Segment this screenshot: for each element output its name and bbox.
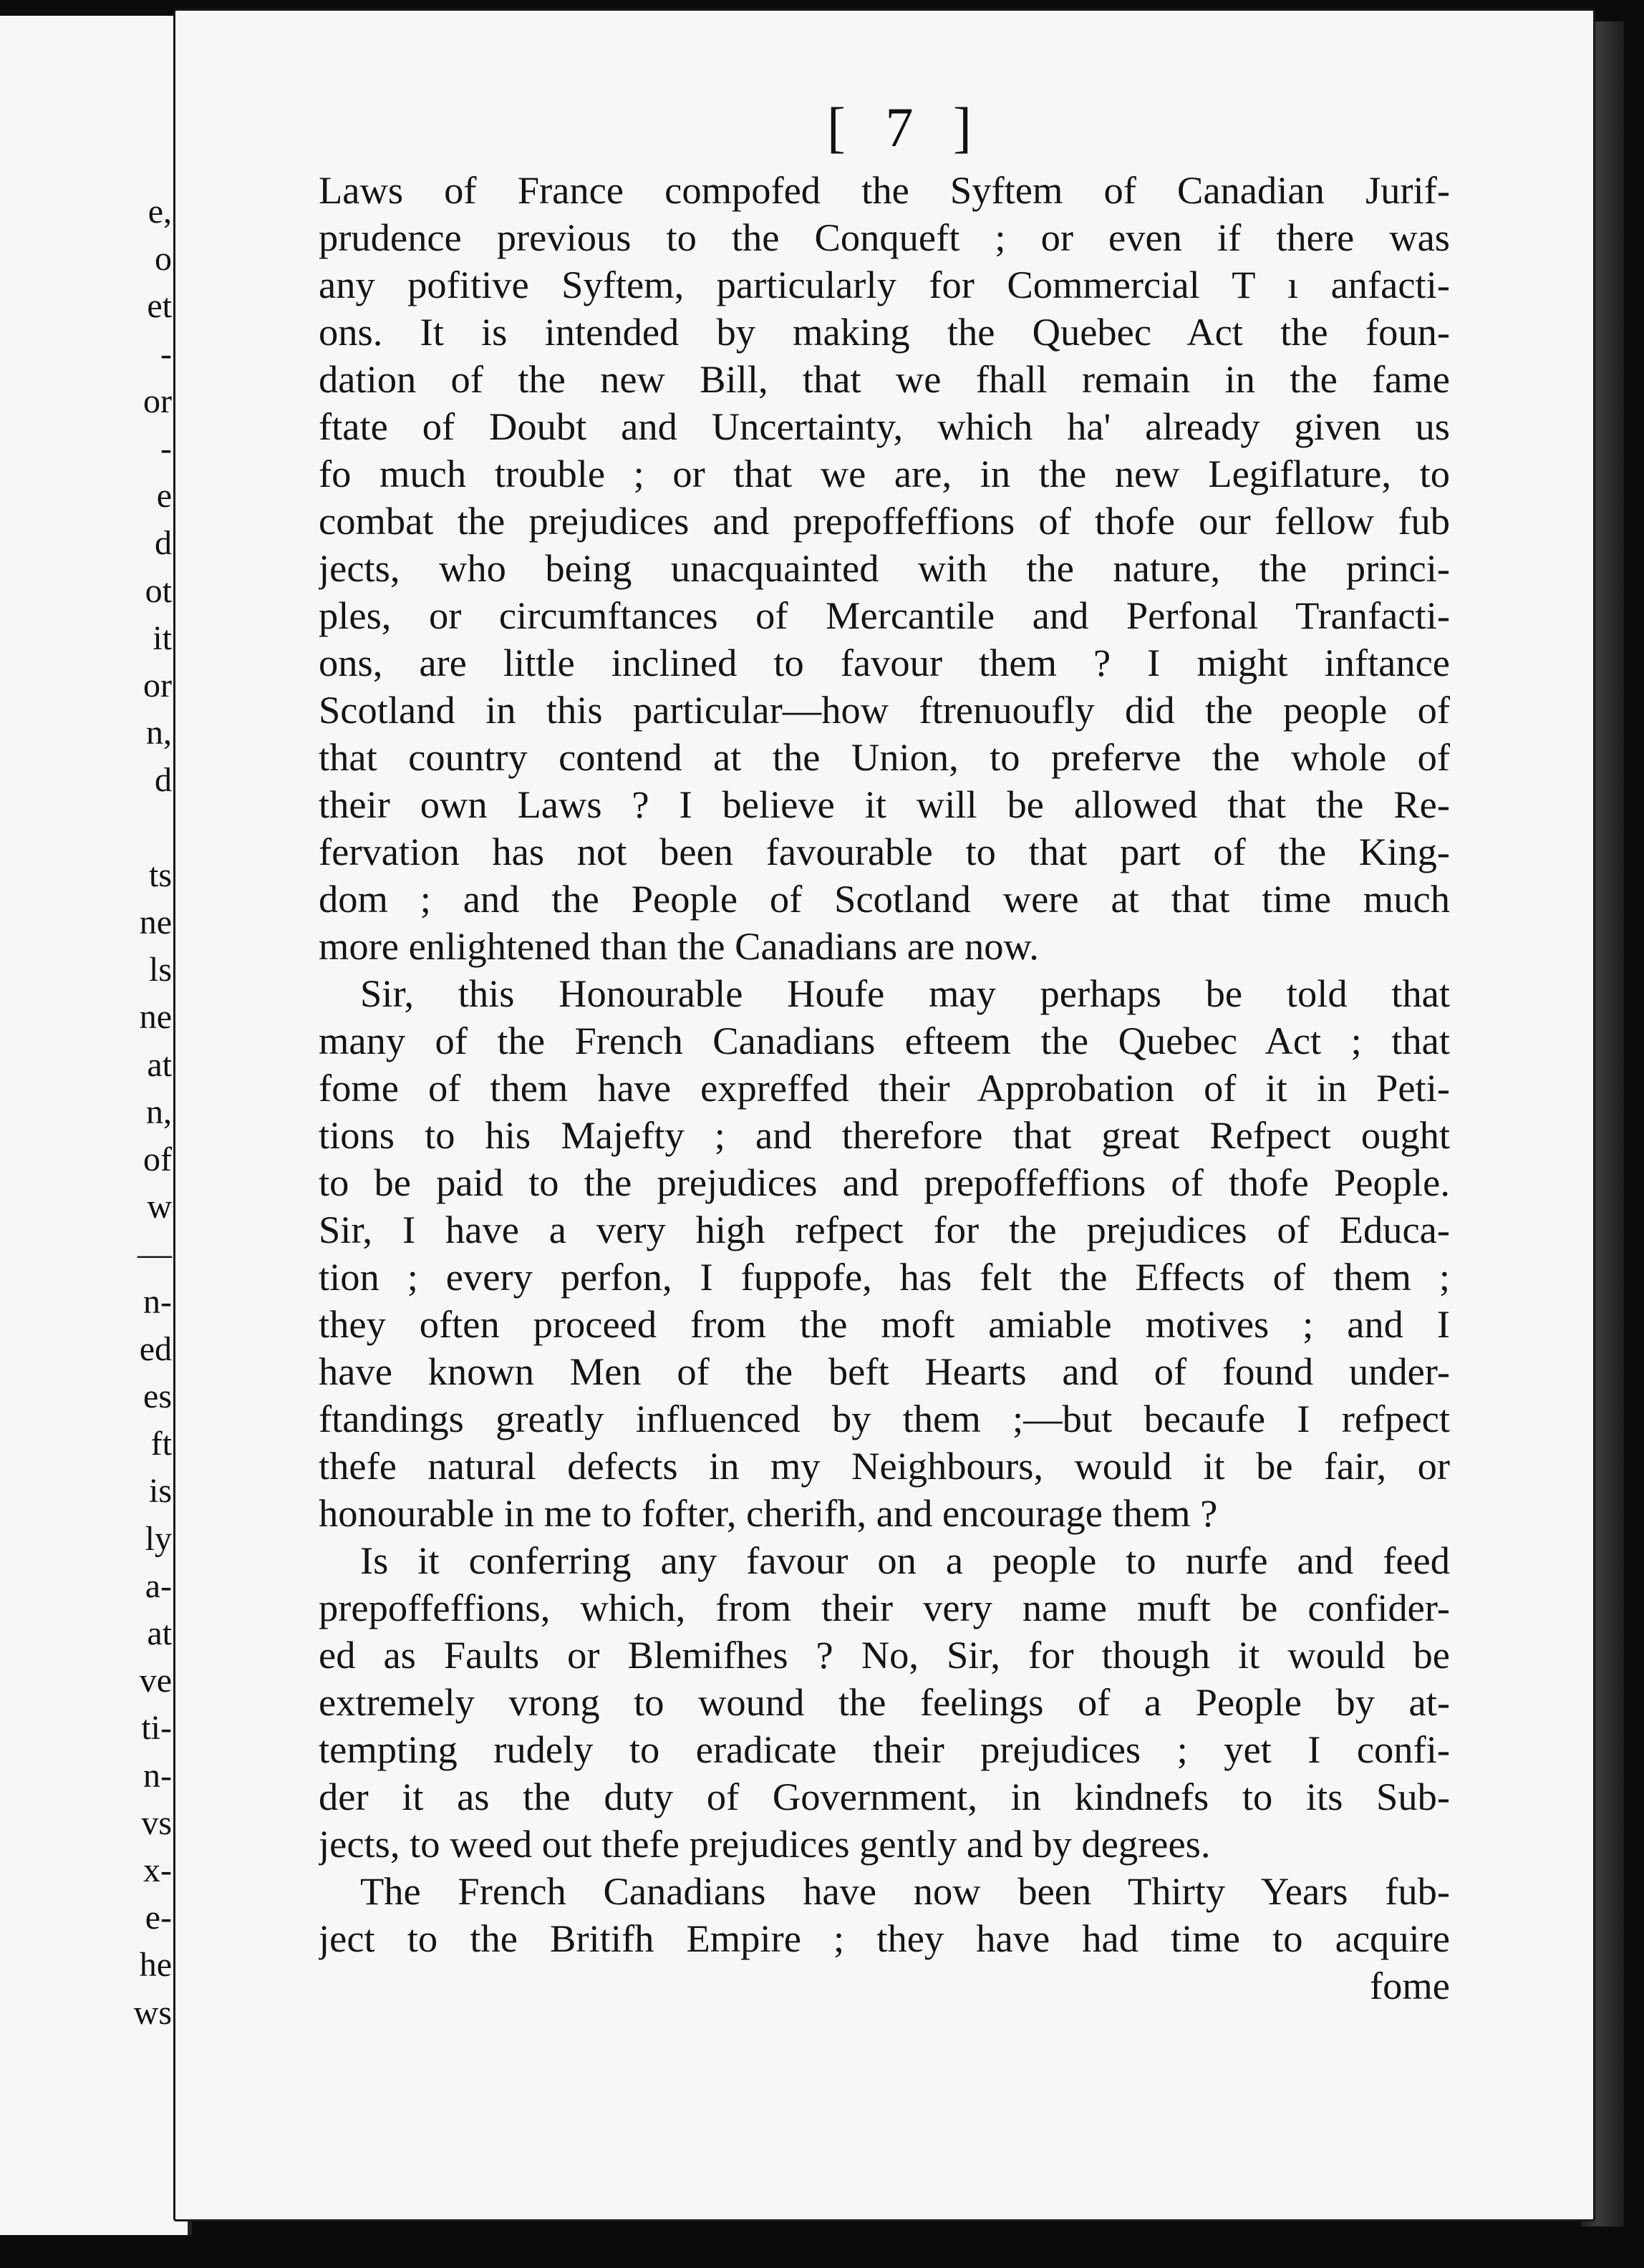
facing-page-word-fragment: a- [145, 1566, 172, 1605]
text-line: their own Laws ? I believe it will be allowed that the Re- [319, 782, 1450, 826]
facing-page-word-fragment: — [137, 1235, 172, 1274]
body-text [319, 167, 1450, 2010]
book-page [173, 9, 1595, 2221]
text-line: Is it conferring any favour on a people to nurfe and feed [360, 1538, 1450, 1582]
text-line: ftandings greatly influenced by them ;—but becaufe I refpect [319, 1397, 1450, 1440]
facing-page-word-fragment: o [155, 240, 172, 278]
facing-page-word-fragment: d [155, 761, 172, 800]
facing-page-word-fragment: is [148, 1472, 172, 1511]
text-line: that country contend at the Union, to preferve the whole of [319, 735, 1450, 779]
text-line: der it as the duty of Government, in kindnefs to its Sub- [319, 1775, 1450, 1818]
facing-page-word-fragment: n- [143, 1756, 172, 1795]
facing-page-word-fragment: n, [146, 1092, 172, 1131]
text-line: combat the prejudices and prepoffeffions of thofe our fellow fub [319, 499, 1450, 543]
facing-page-word-fragment: e- [145, 1899, 172, 1937]
text-line: Laws of France compofed the Syftem of Canadian Jurif- [319, 168, 1450, 212]
text-line: fo much trouble ; or that we are, in the new Legiflature, to [319, 452, 1450, 495]
facing-page-word-fragment: ls [148, 951, 172, 989]
text-line: The French Canadians have now been Thirty Years fub- [360, 1869, 1450, 1913]
text-line: more enlightened than the Canadians are now. [319, 924, 1039, 968]
facing-page-word-fragment: n, [146, 714, 172, 752]
facing-page-word-fragment: ws [133, 1993, 172, 2032]
text-line: ject to the Britifh Empire ; they have had time to acquire [319, 1916, 1450, 1960]
facing-page-word-fragment: ve [139, 1662, 172, 1700]
text-line: ons, are little inclined to favour them ? I might inftance [319, 641, 1450, 684]
facing-page-word-fragment: w [147, 1188, 172, 1226]
text-line: extremely vrong to wound the feelings of a People by at- [319, 1680, 1450, 1724]
facing-page-word-fragment: ly [145, 1519, 172, 1558]
facing-page-word-fragment: - [160, 334, 172, 373]
text-line: any pofitive Syftem, particularly for Commercial T ı anfacti- [319, 263, 1450, 306]
facing-page-word-fragment: vs [141, 1803, 172, 1842]
text-line: dation of the new Bill, that we fhall remain in the fame [319, 357, 1450, 401]
facing-page-word-fragment: ft [150, 1425, 172, 1463]
text-line: ftate of Doubt and Uncertainty, which ha' already given us [319, 404, 1450, 448]
text-line: have known Men of the beft Hearts and of found under- [319, 1349, 1450, 1393]
facing-page-word-fragment: e, [148, 193, 172, 231]
text-line: Sir, I have a very high refpect for the prejudices of Educa- [319, 1208, 1450, 1251]
facing-page-word-fragment: ti- [141, 1709, 172, 1748]
facing-page-word-fragment: at [147, 1045, 172, 1084]
text-line: tions to his Majefty ; and therefore that great Refpect ought [319, 1113, 1450, 1157]
text-line: ons. It is intended by making the Quebec Act the foun- [319, 310, 1450, 354]
facing-page-word-fragment: of [143, 1140, 172, 1178]
facing-page-word-fragment: or [143, 382, 172, 420]
facing-page-word-fragment: n- [143, 1282, 172, 1321]
facing-page-word-fragment: d [155, 524, 172, 563]
text-line: ed as Faults or Blemifhes ? No, Sir, for though it would be [319, 1633, 1450, 1677]
text-line: prepoffeffions, which, from their very name muft be confider- [319, 1586, 1450, 1629]
text-line: to be paid to the prejudices and prepoffeffions of thofe People. [319, 1160, 1450, 1204]
facing-page-word-fragment: es [143, 1377, 172, 1415]
facing-page-word-fragment: - [160, 430, 172, 467]
facing-page-word-fragment: it [153, 619, 172, 657]
facing-page-word-fragment: ed [139, 1329, 172, 1368]
facing-page-word-fragment: he [139, 1946, 172, 1984]
text-line: thefe natural defects in my Neighbours, would it be fair, or [319, 1444, 1450, 1488]
text-line: they often proceed from the moft amiable motives ; and I [319, 1302, 1450, 1346]
facing-page-word-fragment: ts [148, 856, 172, 894]
text-line: Sir, this Honourable Houfe may perhaps be told that [360, 971, 1450, 1015]
catchword: fome [1370, 1964, 1450, 2007]
text-line: tion ; every perfon, I fuppofe, has felt the Effects of them ; [319, 1255, 1450, 1299]
text-line: ples, or circumftances of Mercantile and Perfonal Tranfacti- [319, 593, 1450, 637]
text-line: fervation has not been favourable to that part of the King- [319, 830, 1450, 873]
page-number-header: [ 7 ] [827, 96, 985, 158]
text-line: many of the French Canadians efteem the Quebec Act ; that [319, 1019, 1450, 1062]
text-line: dom ; and the People of Scotland were at that time much [319, 877, 1450, 921]
text-line: prudence previous to the Conqueft ; or even if there was [319, 215, 1450, 259]
facing-page-word-fragment: or [143, 667, 172, 704]
facing-page-word-fragment: e [156, 477, 172, 515]
facing-page-word-fragment: et [147, 287, 172, 326]
text-line: jects, to weed out thefe prejudices gently and by degrees. [319, 1822, 1211, 1866]
text-line: jects, who being unacquainted with the nature, the princi- [319, 546, 1450, 590]
text-line: tempting rudely to eradicate their prejudices ; yet I confi- [319, 1727, 1450, 1771]
facing-page-word-fragment: ot [145, 571, 172, 610]
text-line: honourable in me to fofter, cherifh, and encourage them ? [319, 1491, 1218, 1535]
facing-page-word-fragment: ne [139, 998, 172, 1037]
text-line: fome of them have expreffed their Approbation of it in Peti- [319, 1066, 1450, 1110]
facing-page-word-fragment: ne [139, 903, 172, 941]
text-line: Scotland in this particular—how ftrenuoufly did the people of [319, 688, 1450, 732]
facing-page-word-fragment: x- [143, 1851, 172, 1889]
facing-page-word-fragment: at [147, 1614, 172, 1652]
facing-page-fragment [0, 16, 192, 2235]
